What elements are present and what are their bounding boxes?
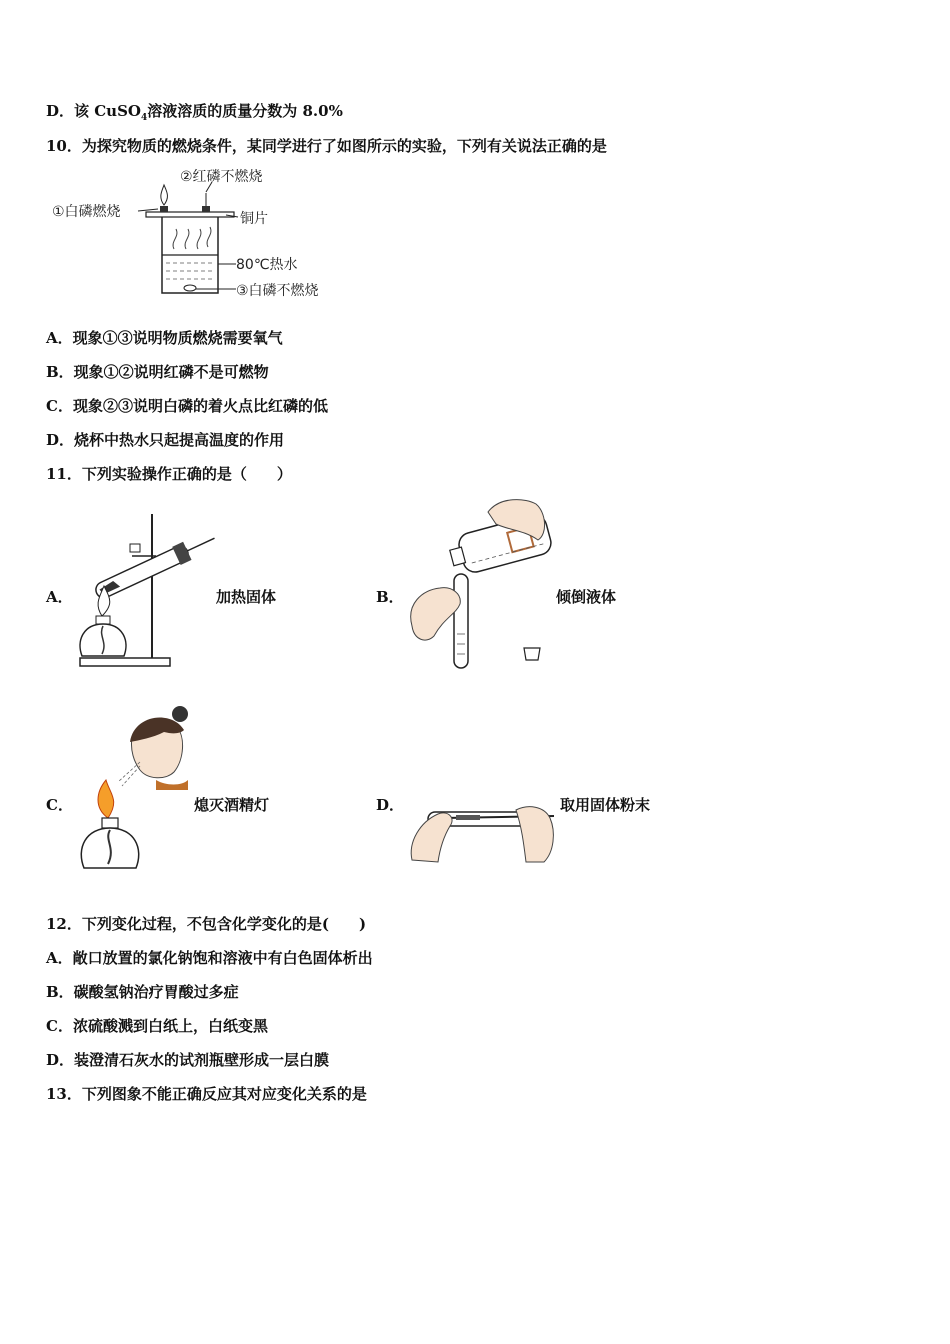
heating-solid-figure	[72, 512, 222, 672]
q10-option-a: A．现象①③说明物质燃烧需要氧气	[46, 329, 283, 347]
q12-option-a: A．敞口放置的氯化钠饱和溶液中有白色固体析出	[46, 949, 373, 967]
q13-stem: 13．下列图象不能正确反应其对应变化关系的是	[46, 1085, 367, 1103]
q12-option-b: B．碳酸氢钠治疗胃酸过多症	[46, 983, 239, 1001]
q11-option-b-letter: B．	[376, 588, 404, 606]
label-3: ③白磷不燃烧	[236, 283, 319, 299]
stopper-icon	[524, 648, 540, 660]
red-phosphorus	[202, 206, 210, 212]
q11-option-d-label: 取用固体粉末	[560, 796, 651, 814]
q12-option-d: D．装澄清石灰水的试剂瓶壁形成一层白膜	[46, 1051, 330, 1069]
q10-option-c: C．现象②③说明白磷的着火点比红磷的低	[46, 397, 328, 415]
q11-option-d-letter: D．	[376, 796, 405, 814]
q10-combustion-figure	[50, 165, 350, 305]
q12-option-c: C．浓硫酸溅到白纸上，白纸变黑	[46, 1017, 268, 1035]
label-1: ①白磷燃烧	[52, 204, 121, 220]
label-water: 80℃热水	[236, 257, 298, 273]
q11-option-c-label: 熄灭酒精灯	[194, 796, 270, 814]
pouring-liquid-figure	[404, 494, 564, 674]
white-phosphorus-3	[184, 285, 196, 291]
label-2: ②红磷不燃烧	[180, 169, 263, 185]
q11-option-b-label: 倾倒液体	[556, 588, 617, 606]
blowing-lamp-figure	[76, 704, 196, 874]
q10-stem: 10．为探究物质的燃烧条件，某同学进行了如图所示的实验，下列有关说法正确的是	[46, 137, 607, 155]
q9-option-d-post: 溶液溶质的质量分数为 8.0%	[147, 102, 343, 120]
hand-icon	[411, 813, 452, 862]
q11-stem: 11．下列实验操作正确的是（ ）	[46, 465, 292, 483]
q9-option-d	[46, 101, 343, 128]
flame-icon	[98, 780, 114, 818]
flame-icon	[161, 185, 168, 205]
powder-sampling-figure	[404, 796, 564, 876]
q11-option-a-label: 加热固体	[216, 588, 277, 606]
hand-icon	[516, 807, 553, 862]
q9-option-d-pre: 该 CuSO	[74, 102, 141, 120]
label-copper: 铜片	[240, 211, 268, 227]
copper-plate	[146, 212, 234, 217]
white-phosphorus-1	[160, 206, 168, 212]
q11-option-c-letter: C．	[46, 796, 73, 814]
q12-stem: 12．下列变化过程，不包含化学变化的是( )	[46, 915, 367, 933]
q9-option-d-letter: D．	[46, 102, 75, 120]
q10-option-b: B．现象①②说明红磷不是可燃物	[46, 363, 269, 381]
q10-option-d: D．烧杯中热水只起提高温度的作用	[46, 431, 285, 449]
q11-option-a-letter: A．	[46, 588, 73, 606]
hand-icon	[411, 588, 461, 640]
smoke-waves	[173, 227, 211, 249]
q9-option-d-sub: 4	[140, 113, 148, 123]
